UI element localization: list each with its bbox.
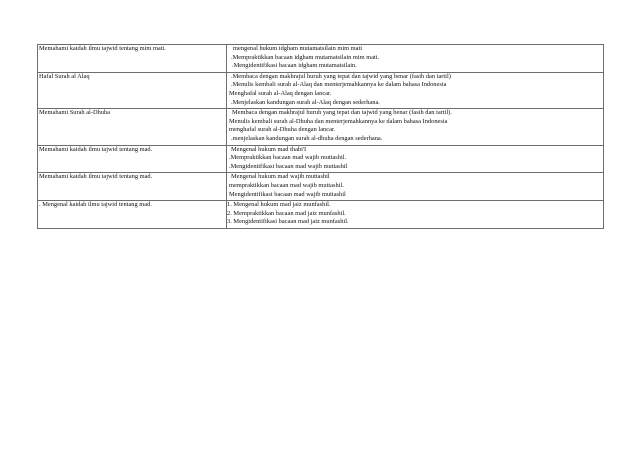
indikator-line: .Membaca dengan makhrajul huruh yang tepat dan tajwid yang benar (fasih dan tartil)	[231, 72, 451, 80]
kompetensi-dasar-cell	[38, 45, 227, 73]
indikator-cell	[227, 45, 604, 73]
indikator-line: .Menjelaskan kandungan surah al-Alaq dengan sederhana.	[231, 98, 380, 106]
indikator-cell	[227, 72, 604, 108]
indikator-line: .Mengidentifikasi bacaan mad wajib muttashil	[229, 162, 348, 170]
kompetensi-dasar-text: . Mengenal kaidah ilmu tajwid tentang mad.	[39, 201, 152, 209]
kompetensi-dasar-cell	[38, 173, 227, 201]
table-row	[38, 72, 604, 108]
indikator-line: Mengidentifikasi bacaan mad wajib muttashil	[229, 190, 346, 198]
indikator-cell	[227, 109, 604, 145]
indikator-line: 1. Mengenal hukum mad jaiz munfashil.	[227, 201, 331, 209]
indikator-line: Mengenal hukum mad wajib muttashil	[231, 173, 330, 181]
kompetensi-dasar-text: Memahami kaidah ilmu tajwid tentang mim mati.	[39, 45, 166, 52]
indikator-line: .Mengidentifikasi bacaan idgham mutamatsilain.	[232, 62, 357, 70]
syllabus-table	[37, 44, 604, 229]
kompetensi-dasar-cell	[38, 201, 227, 229]
indikator-line: Menghafal surah al-Alaq dengan lancar.	[229, 89, 332, 97]
indikator-cell	[227, 201, 604, 229]
kompetensi-dasar-cell	[38, 72, 227, 108]
indikator-line: Menulis kembali surah al-Dhuha dan menterjemahkannya ke dalam bahasa Indonesia	[229, 117, 448, 125]
indikator-line: 2. Mempraktikkan bacaan mad jaiz munfashil.	[227, 209, 346, 217]
indikator-line: 3. Mengidentifikasi bacaan mad jaiz munfashil.	[227, 218, 349, 226]
table-row	[38, 45, 604, 73]
indikator-cell	[227, 145, 604, 173]
table-row	[38, 109, 604, 145]
table-row	[38, 173, 604, 201]
kompetensi-dasar-cell	[38, 145, 227, 173]
indikator-line: mempraktikkan bacaan mad wajib muttashil.	[229, 181, 344, 189]
kompetensi-dasar-text: Memahami kaidah ilmu tajwid tentang mad.	[39, 173, 153, 181]
indikator-line: mengenal hukum idgham mutamatsilain mim mati	[233, 45, 363, 52]
kompetensi-dasar-cell	[38, 109, 227, 145]
indikator-cell	[227, 173, 604, 201]
kompetensi-dasar-text: Memahami Surah al-Dhuha	[39, 109, 110, 117]
indikator-line: .Mempraktikkan bacaan mad wajib muttashil.	[229, 154, 347, 162]
kompetensi-dasar-text: Hafal Surah al Alaq	[39, 72, 90, 80]
indikator-line: .Menulis kembali surah al-Alaq dan menterjemahkannya ke dalam bahasa Indonesia	[231, 81, 447, 89]
table-row	[38, 145, 604, 173]
table-row	[38, 201, 604, 229]
indikator-line: .Mempraktikkan bacaan idgham mutamatsilain mim mati.	[231, 53, 380, 61]
kompetensi-dasar-text: Memahami kaidah ilmu tajwid tentang mad.	[39, 145, 153, 153]
indikator-line: Membaca dengan makhrajul huruh yang tepat dan tajwid yang benar (fasih dan tartil).	[232, 109, 452, 117]
indikator-line: Mengenal hukum mad thabi'I	[231, 145, 307, 153]
indikator-line: .menjelaskan kandungan surah al-dhuha dengan sederhana.	[231, 134, 383, 142]
indikator-line: menghafal surah al-Dhuha dengan lancar.	[229, 126, 336, 134]
